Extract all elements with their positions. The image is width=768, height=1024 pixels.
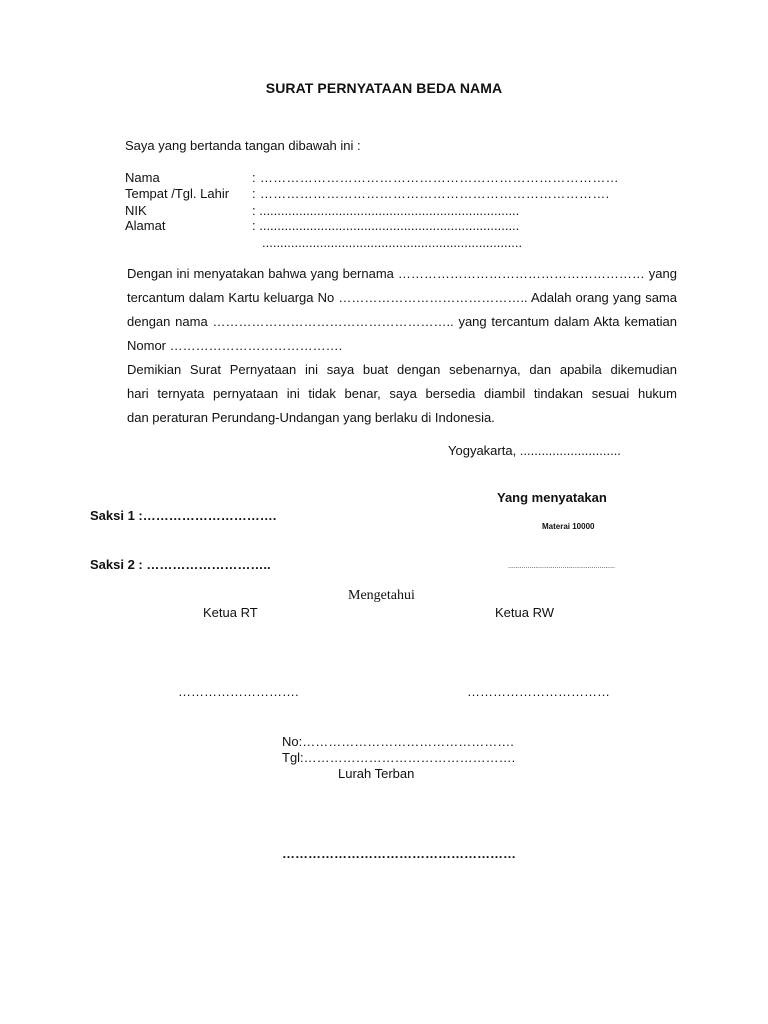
statement-line-4: Nomor …………………………………. (127, 338, 343, 353)
lurah-no-line: No:…………………………………………. (282, 734, 514, 749)
acknowledge-heading: Mengetahui (348, 588, 415, 603)
field-value-nik: : ........................................................................ (252, 203, 520, 218)
ketua-rt-label: Ketua RT (203, 605, 258, 620)
lurah-signature-line: ……………………………………………… (282, 846, 516, 861)
lurah-title: Lurah Terban (338, 766, 415, 781)
field-value-alamat: : ........................................................................ (252, 218, 520, 233)
place-date: Yogyakarta, ............................ (448, 443, 621, 458)
field-value-alamat-2: ........................................................................ (262, 235, 523, 250)
document-title: SURAT PERNYATAAN BEDA NAMA (265, 80, 503, 96)
closing-line-2: hari ternyata pernyataan ini tidak benar, saya bersedia diambil tindakan sesuai hukum (127, 386, 677, 401)
closing-line-3: dan peraturan Perundang-Undangan yang berlaku di Indonesia. (127, 410, 495, 425)
ketua-rt-signature-line: ………………………. (178, 684, 299, 699)
field-label-ttl: Tempat /Tgl. Lahir (125, 186, 230, 201)
stamp-label: Materai 10000 (542, 522, 595, 531)
declarant-heading: Yang menyatakan (497, 490, 607, 505)
ketua-rw-label: Ketua RW (495, 605, 555, 620)
closing-line-1: Demikian Surat Pernyataan ini saya buat dengan sebenarnya, dan apabila dikemudian (127, 362, 677, 377)
field-value-nama: : ……………………………………………………………………… (252, 170, 619, 185)
declarant-signature-line: ....................................................... (508, 563, 615, 570)
field-label-alamat: Alamat (125, 218, 166, 233)
statement-line-3: dengan nama ……………………………………………….. yang tercantum dalam Akta kematian (127, 314, 677, 329)
ketua-rw-signature-line: …………………………… (467, 684, 610, 699)
lurah-tgl-line: Tgl:…………………………………………. (282, 750, 516, 765)
field-value-ttl: : ……………………………………………………………………. (252, 186, 610, 201)
intro-text: Saya yang bertanda tangan dibawah ini : (125, 138, 361, 153)
field-label-nama: Nama (125, 170, 160, 185)
field-label-nik: NIK (125, 203, 147, 218)
witness-2: Saksi 2 : ……………………….. (90, 557, 271, 572)
statement-line-1: Dengan ini menyatakan bahwa yang bernama ………………………………………………… yang (127, 266, 677, 281)
witness-1: Saksi 1 :…………………………. (90, 508, 277, 523)
statement-line-2: tercantum dalam Kartu keluarga No …………………………………….. Adalah orang yang sama (127, 290, 677, 305)
